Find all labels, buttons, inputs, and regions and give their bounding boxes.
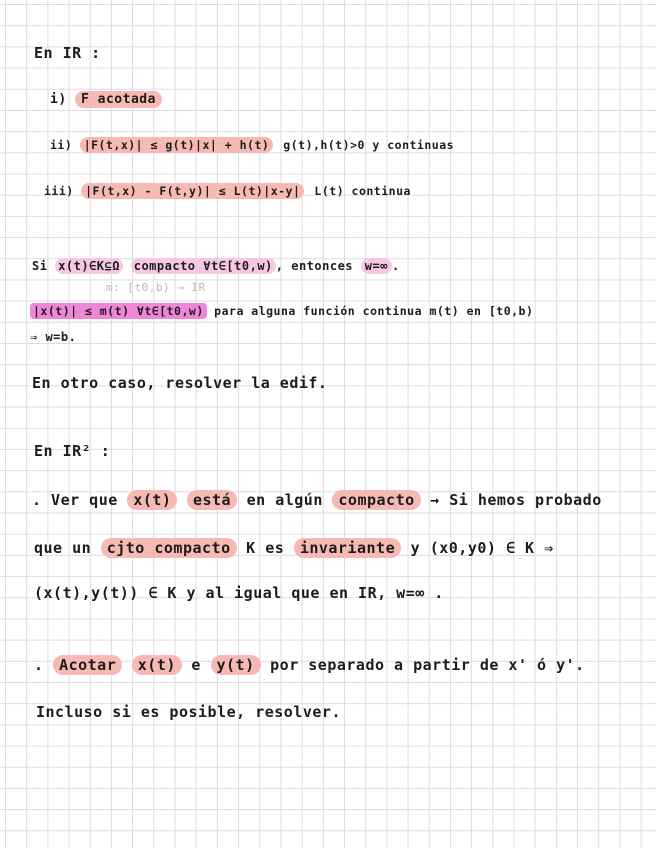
bullet-1-line-3: (x(t),y(t)) ∈ K y al igual que en IR, w=∞ . [34,584,444,602]
item-2-highlight: |F(t,x)| ≤ g(t)|x| + h(t) [80,137,274,153]
para1-a: Si [32,259,56,273]
para1-h2: compacto ∀t∈[t0,w) [131,258,276,274]
item-2-rest: g(t),h(t)>0 y continuas [283,138,455,152]
item-3 [44,183,411,199]
b2-h1: Acotar [53,655,122,675]
item-2 [50,137,454,153]
para1-c: , entonces [275,259,361,273]
b1-h3: compacto [332,490,420,510]
para1-h1: x(t)∈K⊆Ω [55,258,123,274]
item-3-prefix: iii) [44,184,82,198]
item-3-rest: L(t) continua [314,184,411,198]
para2 [30,303,533,319]
b2-h2: x(t) [132,655,182,675]
b1l2-h1: cjto compacto [101,538,237,558]
b2-h3: y(t) [211,655,261,675]
item-3-highlight: |F(t,x) - F(t,y)| ≤ L(t)|x-y| [81,183,304,199]
bullet-2-line-1: . Acotar x(t) e y(t) por separado a partir de x' ó y'. [34,656,585,674]
para1: Si x(t)∈K⊆Ω compacto ∀t∈[t0,w) , entonces w=∞ . [32,259,400,273]
section1-heading: En IR : [34,44,101,62]
bullet-2-line-2: Incluso si es posible, resolver. [36,703,341,721]
section2-heading: En IR² : [34,442,111,460]
handwritten-note: m: [t0,b) → IR [106,281,206,294]
para2-h1: |x(t)| ≤ m(t) ∀t∈[t0,w) [30,303,207,319]
para3: En otro caso, resolver la edif. [32,374,328,392]
para2-a: para alguna función continua m(t) en [t0,b) [206,304,534,318]
b1-h2: está [187,490,237,510]
para1-h3: w=∞ [361,258,392,274]
item-1-highlight: F acotada [75,91,162,108]
bullet-1-line-2: que un cjto compacto K es invariante y (x0,y0) ∈ K ⇒ [34,539,554,557]
bullet-1-line-1: . Ver que x(t) está en algún compacto → Si hemos probado [32,491,602,509]
para2-conclusion: ⇒ w=b. [30,330,77,344]
b1l2-h2: invariante [294,538,401,558]
item-1 [50,91,162,108]
item-1-prefix: i) [50,92,75,107]
b1-h1: x(t) [127,490,177,510]
item-2-prefix: ii) [50,138,80,152]
